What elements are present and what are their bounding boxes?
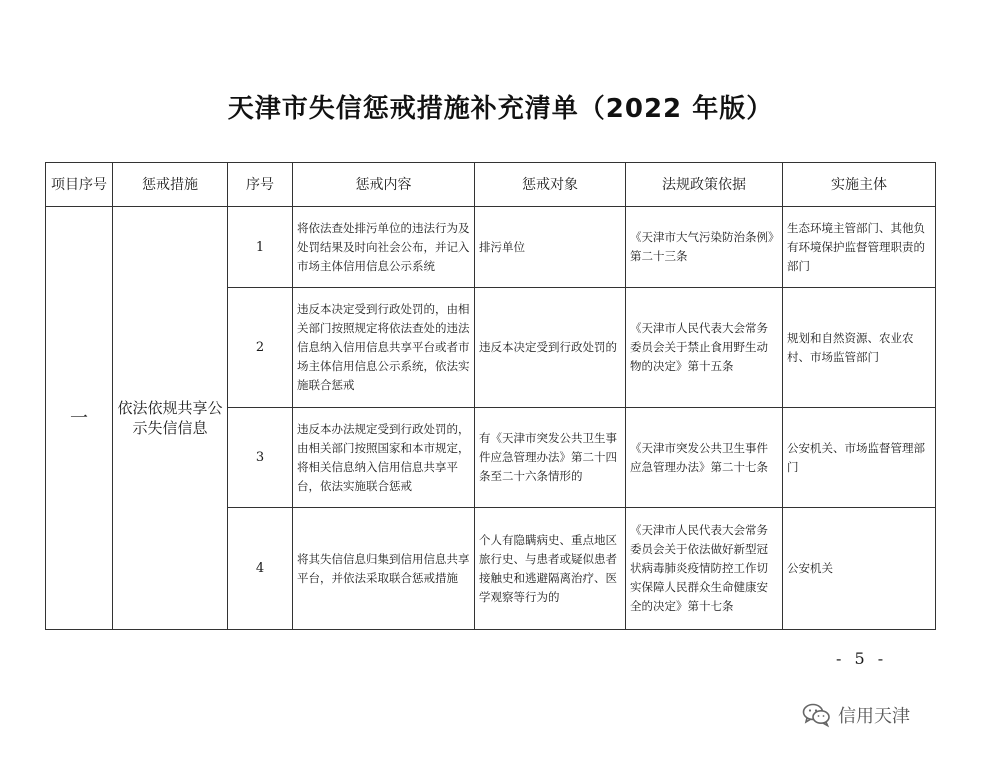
row-agency: 规划和自然资源、农业农村、市场监管部门	[783, 288, 936, 408]
header-measure: 惩戒措施	[113, 163, 228, 207]
header-agency: 实施主体	[783, 163, 936, 207]
group-index: 一	[46, 207, 113, 630]
group-measure: 依法依规共享公示失信信息	[113, 207, 228, 630]
row-content: 将其失信信息归集到信用信息共享平台，并依法采取联合惩戒措施	[293, 508, 475, 630]
row-basis: 《天津市大气污染防治条例》第二十三条	[626, 207, 783, 288]
header-index: 序号	[228, 163, 293, 207]
row-content: 违反本决定受到行政处罚的，由相关部门按照规定将依法查处的违法信息纳入信用信息共享平台或者市场主体信用信息公示系统，依法实施联合惩戒	[293, 288, 475, 408]
row-content: 违反本办法规定受到行政处罚的，由相关部门按照国家和本市规定，将相关信息纳入信用信息共享平台，依法实施联合惩戒	[293, 408, 475, 508]
row-number: 1	[228, 207, 293, 288]
row-basis: 《天津市人民代表大会常务委员会关于禁止食用野生动物的决定》第十五条	[626, 288, 783, 408]
table-row	[46, 207, 936, 288]
header-target: 惩戒对象	[475, 163, 626, 207]
header-content: 惩戒内容	[293, 163, 475, 207]
row-basis: 《天津市突发公共卫生事件应急管理办法》第二十七条	[626, 408, 783, 508]
row-content: 将依法查处排污单位的违法行为及处罚结果及时向社会公布，并记入市场主体信用信息公示系统	[293, 207, 475, 288]
page-number: - 5 -	[836, 649, 888, 668]
row-basis: 《天津市人民代表大会常务委员会关于依法做好新型冠状病毒肺炎疫情防控工作切实保障人民群众生命健康安全的决定》第十七条	[626, 508, 783, 630]
table-header-row	[46, 163, 936, 207]
row-target: 个人有隐瞒病史、重点地区旅行史、与患者或疑似患者接触史和逃避隔离治疗、医学观察等行为的	[475, 508, 626, 630]
row-target: 违反本决定受到行政处罚的	[475, 288, 626, 408]
row-target: 排污单位	[475, 207, 626, 288]
header-basis: 法规政策依据	[626, 163, 783, 207]
row-number: 2	[228, 288, 293, 408]
row-target: 有《天津市突发公共卫生事件应急管理办法》第二十四条至二十六条情形的	[475, 408, 626, 508]
watermark	[802, 702, 910, 728]
measures-table	[45, 162, 936, 630]
header-project-index: 项目序号	[46, 163, 113, 207]
row-number: 4	[228, 508, 293, 630]
watermark-text: 信用天津	[838, 706, 910, 727]
document-title: 天津市失信惩戒措施补充清单（2022 年版）	[227, 94, 774, 124]
row-agency: 公安机关、市场监督管理部门	[783, 408, 936, 508]
row-number: 3	[228, 408, 293, 508]
row-agency: 生态环境主管部门、其他负有环境保护监督管理职责的部门	[783, 207, 936, 288]
wechat-icon	[802, 702, 832, 728]
row-agency: 公安机关	[783, 508, 936, 630]
